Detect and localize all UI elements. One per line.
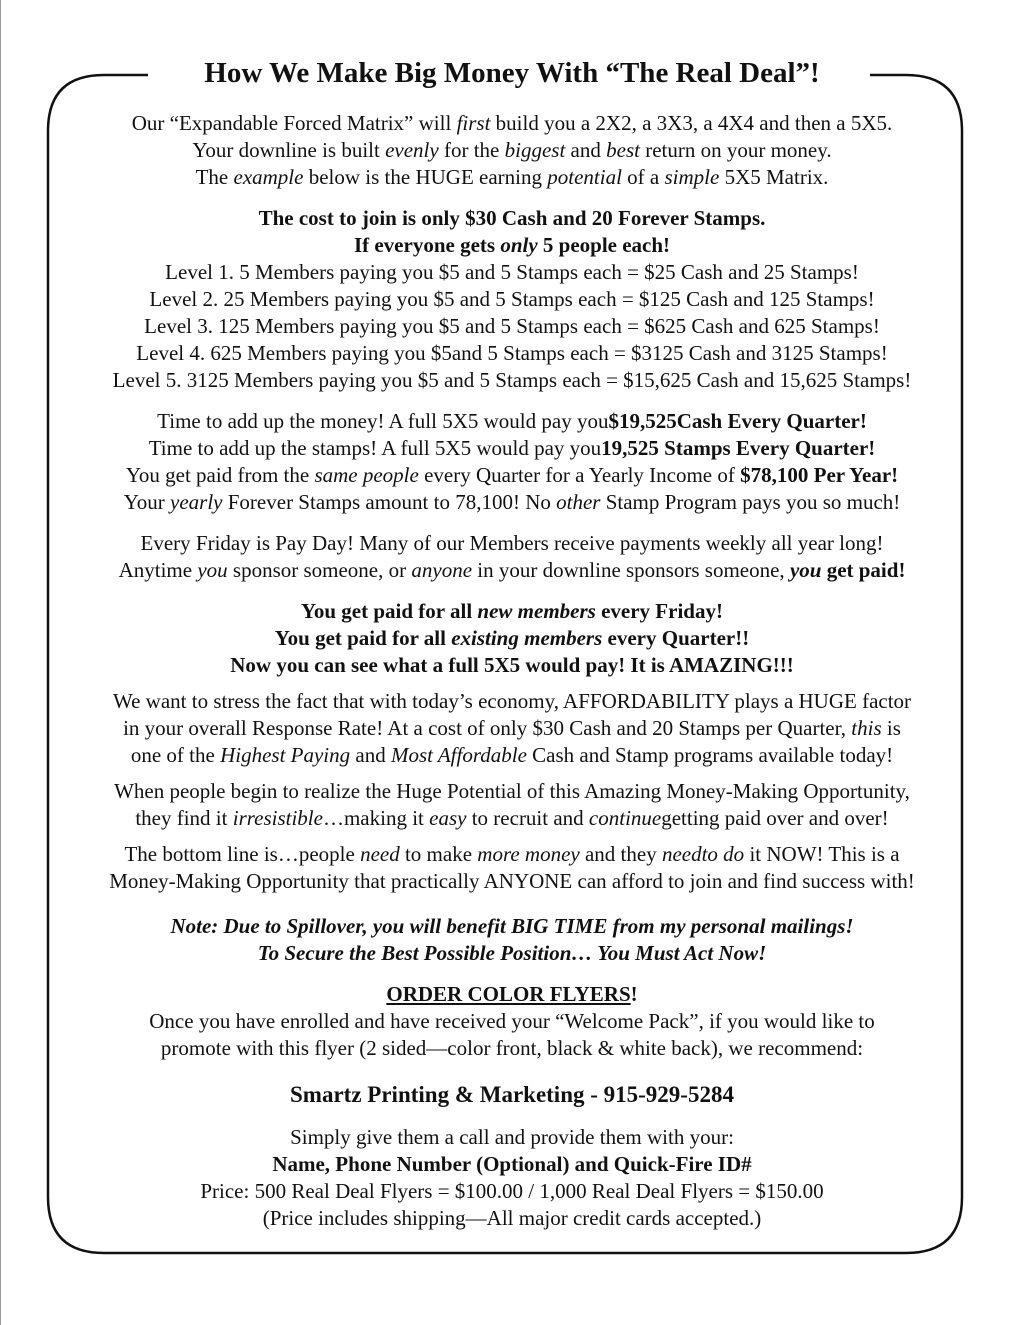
stress-line-1: We want to stress the fact that with today’s economy, AFFORDABILITY plays a HUGE factor (112, 689, 912, 713)
level-line: Level 4. 625 Members paying you $5and 5 Stamps each = $3125 Cash and 3125 Stamps! (136, 341, 888, 365)
bottom-line-paragraph (52, 841, 972, 895)
yearly-stamps-line: Your yearly Forever Stamps amount to 78,100! No other Stamp Program pays you so much! (123, 490, 901, 514)
cost-line-1: The cost to join is only $30 Cash and 20 Forever Stamps. (258, 206, 766, 230)
bottom-line-2: Money-Making Opportunity that practically ANYONE can afford to join and find success with! (109, 869, 915, 893)
order-heading: ORDER COLOR FLYERS! (386, 982, 638, 1006)
level-line: Level 2. 25 Members paying you $5 and 5 Stamps each = $125 Cash and 125 Stamps! (149, 287, 875, 311)
realize-paragraph (52, 778, 972, 832)
page-left-edge (0, 0, 1, 1325)
call-line-2: Name, Phone Number (Optional) and Quick-Fire ID# (272, 1152, 752, 1176)
page-title: How We Make Big Money With “The Real Deal”! (0, 53, 1024, 93)
cost-section (52, 205, 972, 394)
document-body (52, 110, 972, 1232)
yearly-income-line: You get paid from the same people every Quarter for a Yearly Income of $78,100 Per Year! (125, 463, 899, 487)
realize-line-1: When people begin to realize the Huge Potential of this Amazing Money-Making Opportunity, (114, 779, 910, 803)
totals-section (52, 408, 972, 516)
money-total-line: Time to add up the money! A full 5X5 would pay you$19,525Cash Every Quarter! (157, 409, 867, 433)
cost-line-2: If everyone gets only 5 people each! (353, 233, 671, 257)
note-line-1: Note: Due to Spillover, you will benefit BIG TIME from my personal mailings! (170, 914, 854, 938)
realize-line-2: they find it irresistible…making it easy to recruit and continuegetting paid over and over! (135, 806, 889, 830)
order-line-1: Once you have enrolled and have received your “Welcome Pack”, if you would like to (149, 1009, 875, 1033)
level-line: Level 3. 125 Members paying you $5 and 5 Stamps each = $625 Cash and 625 Stamps! (144, 314, 880, 338)
price-note-line: (Price includes shipping—All major credit cards accepted.) (262, 1206, 762, 1230)
bottom-line-1: The bottom line is…people need to make more money and they needto do it NOW! This is a (124, 842, 900, 866)
level-line: Level 5. 3125 Members paying you $5 and 5 Stamps each = $15,625 Cash and 15,625 Stamps! (112, 368, 912, 392)
note-section (52, 913, 972, 967)
price-line: Price: 500 Real Deal Flyers = $100.00 / 1,000 Real Deal Flyers = $150.00 (200, 1179, 824, 1203)
note-line-2: To Secure the Best Possible Position… You Must Act Now! (257, 941, 767, 965)
call-line-1: Simply give them a call and provide them with your: (290, 1125, 734, 1149)
paid-line-2: You get paid for all existing members every Quarter!! (274, 626, 750, 650)
paid-section (52, 598, 972, 679)
payday-line-1: Every Friday is Pay Day! Many of our Members receive payments weekly all year long! (140, 531, 884, 555)
order-section (52, 981, 972, 1062)
call-section (52, 1124, 972, 1232)
intro-line-2: Your downline is built evenly for the biggest and best return on your money. (192, 138, 832, 162)
level-line: Level 1. 5 Members paying you $5 and 5 Stamps each = $25 Cash and 25 Stamps! (165, 260, 859, 284)
paid-line-3: Now you can see what a full 5X5 would pay! It is AMAZING!!! (230, 653, 794, 677)
payday-line-2: Anytime you sponsor someone, or anyone in your downline sponsors someone, you get paid! (118, 558, 906, 582)
stress-line-2: in your overall Response Rate! At a cost of only $30 Cash and 20 Stamps per Quarter, this is (123, 716, 901, 740)
intro-line-1: Our “Expandable Forced Matrix” will first build you a 2X2, a 3X3, a 4X4 and then a 5X5. (131, 111, 893, 135)
stamp-total-line: Time to add up the stamps! A full 5X5 would pay you19,525 Stamps Every Quarter! (148, 436, 876, 460)
intro-paragraph (52, 110, 972, 191)
printer-contact: Smartz Printing & Marketing - 915-929-5284 (290, 1082, 734, 1107)
payday-section (52, 530, 972, 584)
intro-line-3: The example below is the HUGE earning potential of a simple 5X5 Matrix. (195, 165, 829, 189)
stress-line-3: one of the Highest Paying and Most Affordable Cash and Stamp programs available today! (130, 743, 894, 767)
order-line-2: promote with this flyer (2 sided—color front, black & white back), we recommend: (160, 1036, 864, 1060)
paid-line-1: You get paid for all new members every Friday! (301, 599, 723, 623)
stress-paragraph (52, 688, 972, 769)
